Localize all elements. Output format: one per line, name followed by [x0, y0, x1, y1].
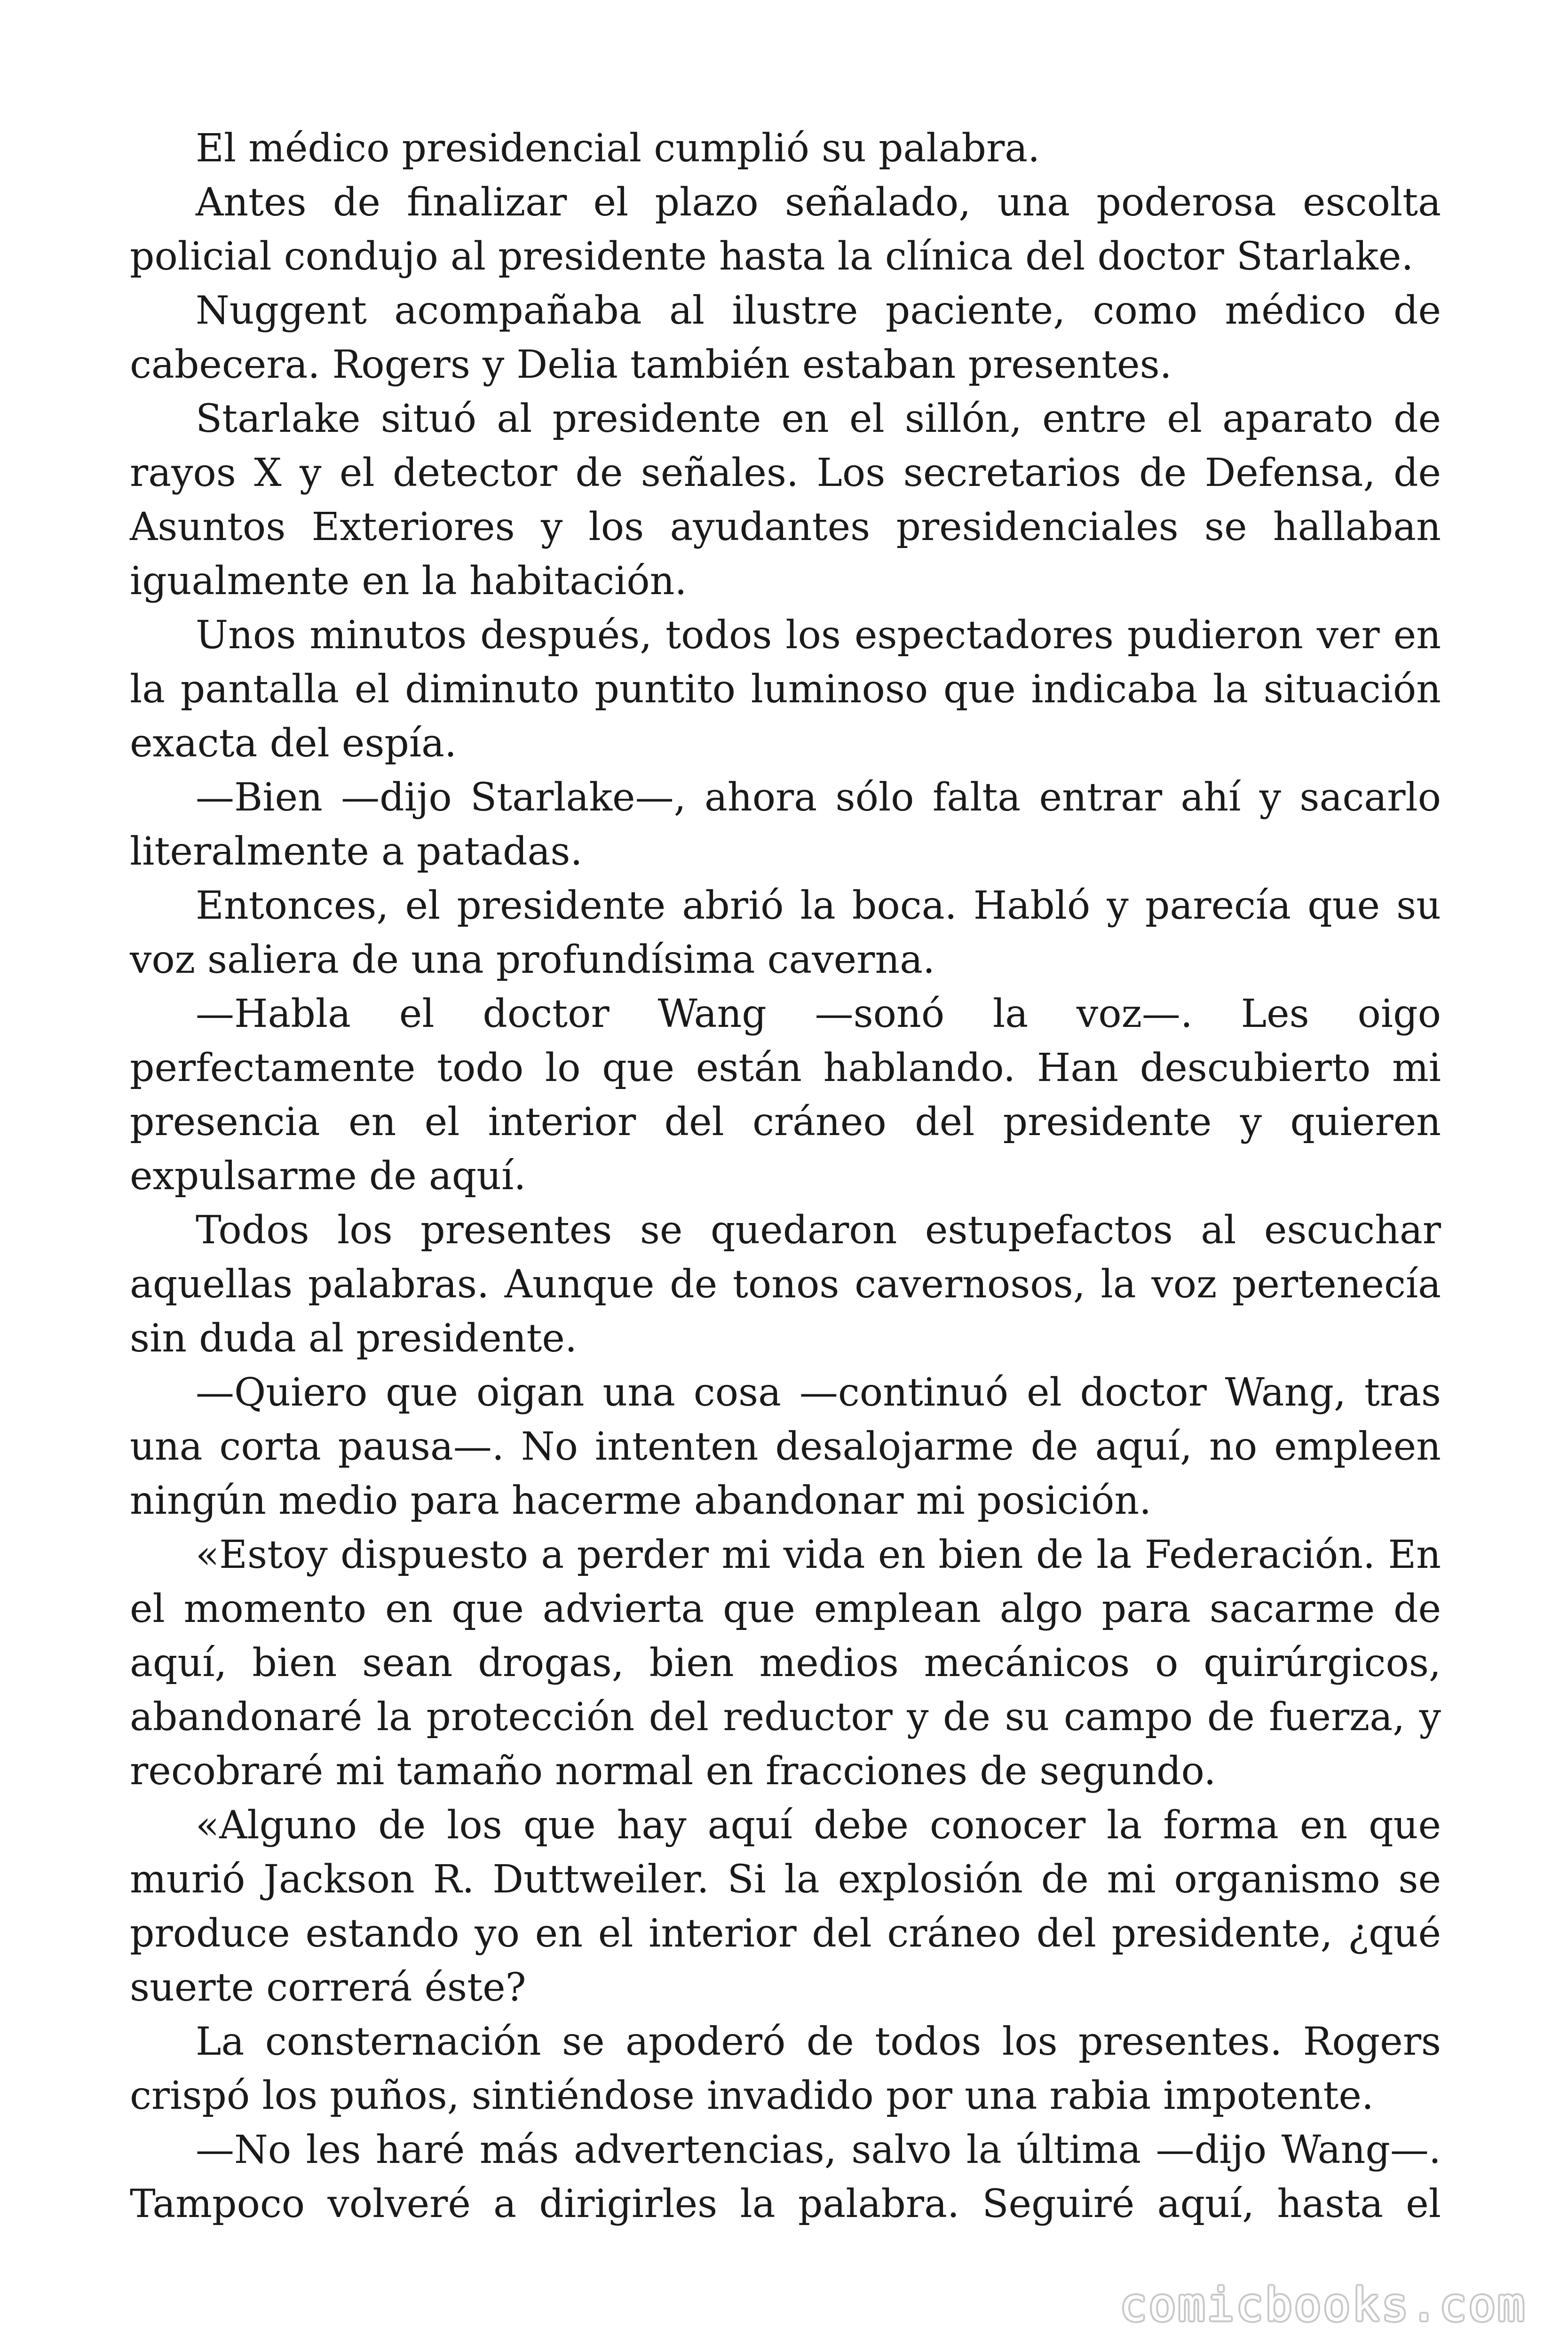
paragraph: El médico presidencial cumplió su palabra. — [196, 126, 1040, 171]
paragraph: —No les haré más advertencias, salvo la última —dijo Wang—. Tampoco volveré a dirigirles la palabra. Seguiré aquí, hasta el — [130, 2128, 1441, 2226]
paragraph: Nuggent acompañaba al ilustre paciente, como médico de cabecera. Rogers y Delia también estaban presentes. — [130, 288, 1441, 387]
paragraph: Unos minutos después, todos los espectadores pudieron ver en la pantalla el diminuto puntito luminoso que indicaba la situación exacta del espía. — [130, 613, 1441, 766]
paragraph: «Alguno de los que hay aquí debe conocer la forma en que murió Jackson R. Duttweiler. Si la explosión de mi organismo se produce estando yo en el interior del cráneo del presidente, ¿qué suerte correrá éste? — [130, 1803, 1441, 2010]
paragraph: «Estoy dispuesto a perder mi vida en bien de la Federación. En el momento en que advierta que emplean algo para sacarme de aquí, bien sean drogas, bien medios mecánicos o quirúrgicos, abandonaré la protección del reductor y de su campo de fuerza, y recobraré mi tamaño normal en fracciones de segundo. — [130, 1533, 1441, 1794]
paragraph: Entonces, el presidente abrió la boca. Habló y parecía que su voz saliera de una profundísima caverna. — [130, 883, 1441, 982]
page-body — [130, 121, 1441, 2231]
paragraph: —Bien —dijo Starlake—, ahora sólo falta entrar ahí y sacarlo literalmente a patadas. — [130, 775, 1441, 874]
paragraph: La consternación se apoderó de todos los presentes. Rogers crispó los puños, sintiéndose invadido por una rabia impotente. — [130, 2019, 1441, 2118]
paragraph: —Quiero que oigan una cosa —continuó el doctor Wang, tras una corta pausa—. No intenten desalojarme de aquí, no empleen ningún medio para hacerme abandonar mi posición. — [130, 1370, 1441, 1523]
paragraph: Starlake situó al presidente en el sillón, entre el aparato de rayos X y el detector de señales. Los secretarios de Defensa, de Asuntos Exteriores y los ayudantes presidenciales se hallaban igualmente en la habitación. — [130, 397, 1441, 604]
watermark: comicbooks.com — [1119, 2279, 1527, 2331]
paragraph: —Habla el doctor Wang —sonó la voz—. Les oigo perfectamente todo lo que están hablando. Han descubierto mi presencia en el interior del cráneo del presidente y quieren expulsarme de aquí. — [130, 992, 1441, 1199]
paragraph: Antes de finalizar el plazo señalado, una poderosa escolta policial condujo al presidente hasta la clínica del doctor Starlake. — [130, 180, 1441, 279]
paragraph: Todos los presentes se quedaron estupefactos al escuchar aquellas palabras. Aunque de tonos cavernosos, la voz pertenecía sin duda al presidente. — [130, 1208, 1441, 1361]
